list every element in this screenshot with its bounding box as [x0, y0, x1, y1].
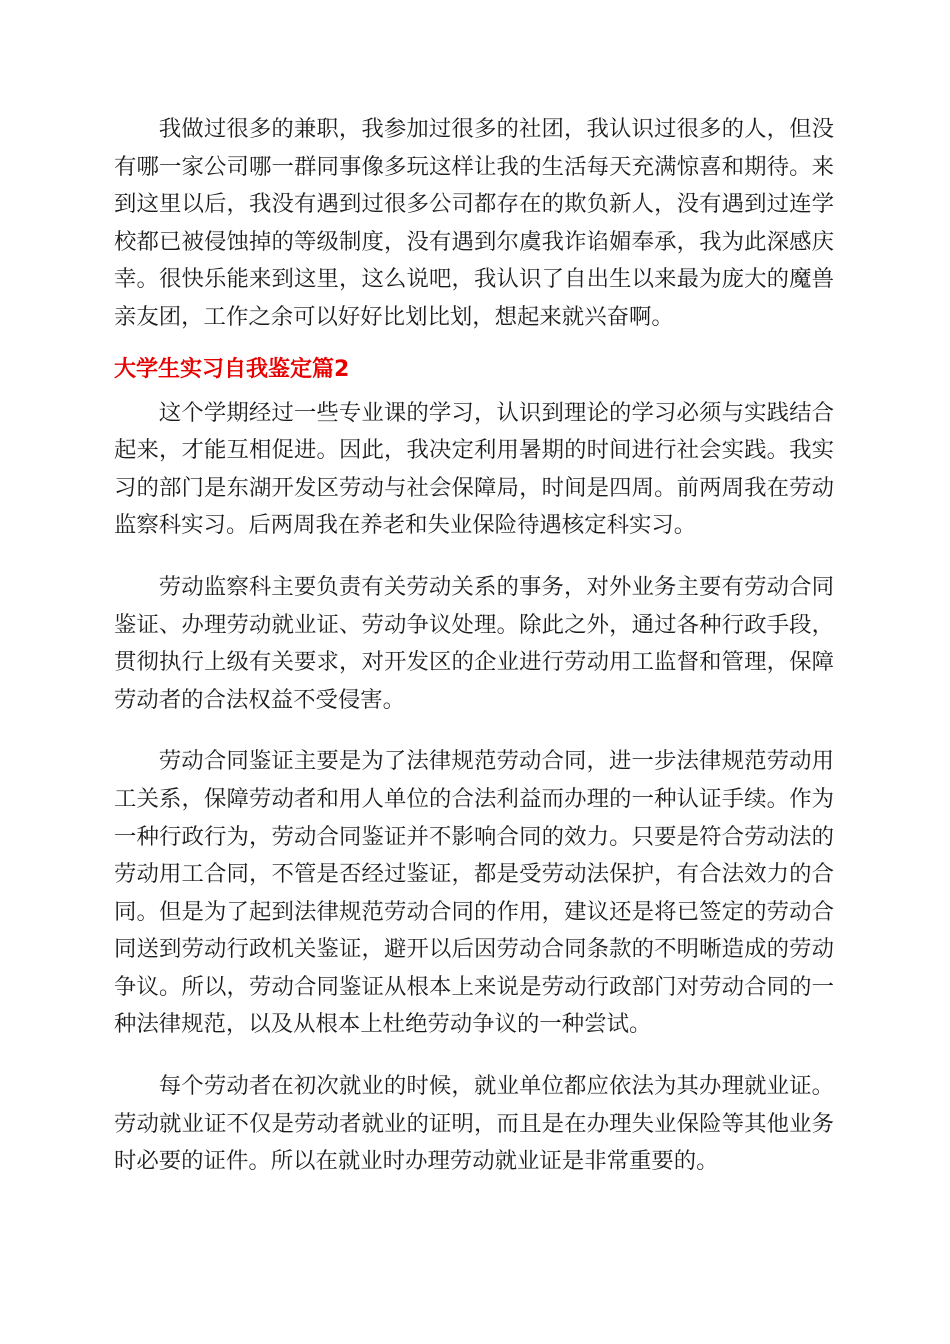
body-paragraph-1: 这个学期经过一些专业课的学习，认识到理论的学习必须与实践结合起来，才能互相促进。因此，我决定利用暑期的时间进行社会实践。我实习的部门是东湖开发区劳动与社会保障局，时间是四周。前两周我在劳动监察科实习。后两周我在养老和失业保险待遇核定科实习。 — [114, 399, 834, 539]
body-paragraph-3: 劳动合同鉴证主要是为了法律规范劳动合同，进一步法律规范劳动用工关系，保障劳动者和用人单位的合法利益而办理的一种认证手续。作为一种行政行为，劳动合同鉴证并不影响合同的效力。只要是符合劳动法的劳动用工合同，不管是否经过鉴证，都是受劳动法保护，有合法效力的合同。但是为了起到法律规范劳动合同的作用，建议还是将已签定的劳动合同送到劳动行政机关鉴证，避开以后因劳动合同条款的不明晰造成的劳动争议。所以，劳动合同鉴证从根本上来说是劳动行政部门对劳动合同的一种法律规范，以及从根本上杜绝劳动争议的一种尝试。 — [114, 748, 834, 1038]
section-heading: 大学生实习自我鉴定篇2 — [114, 356, 350, 382]
body-paragraph-4: 每个劳动者在初次就业的时候，就业单位都应依法为其办理就业证。劳动就业证不仅是劳动者就业的证明，而且是在办理失业保险等其他业务时必要的证件。所以在就业时办理劳动就业证是非常重要的。 — [114, 1073, 834, 1175]
body-paragraph-2: 劳动监察科主要负责有关劳动关系的事务，对外业务主要有劳动合同鉴证、办理劳动就业证、劳动争议处理。除此之外，通过各种行政手段，贯彻执行上级有关要求，对开发区的企业进行劳动用工监督和管理，保障劳动者的合法权益不受侵害。 — [114, 573, 834, 713]
intro-paragraph: 我做过很多的兼职，我参加过很多的社团，我认识过很多的人，但没有哪一家公司哪一群同事像多玩这样让我的生活每天充满惊喜和期待。来到这里以后，我没有遇到过很多公司都存在的欺负新人，没有遇到过连学校都已被侵蚀掉的等级制度，没有遇到尔虞我诈谄媚奉承，我为此深感庆幸。很快乐能来到这里，这么说吧，我认识了自出生以来最为庞大的魔兽亲友团，工作之余可以好好比划比划，想起来就兴奋啊。 — [114, 116, 834, 330]
document-body — [114, 111, 834, 1181]
